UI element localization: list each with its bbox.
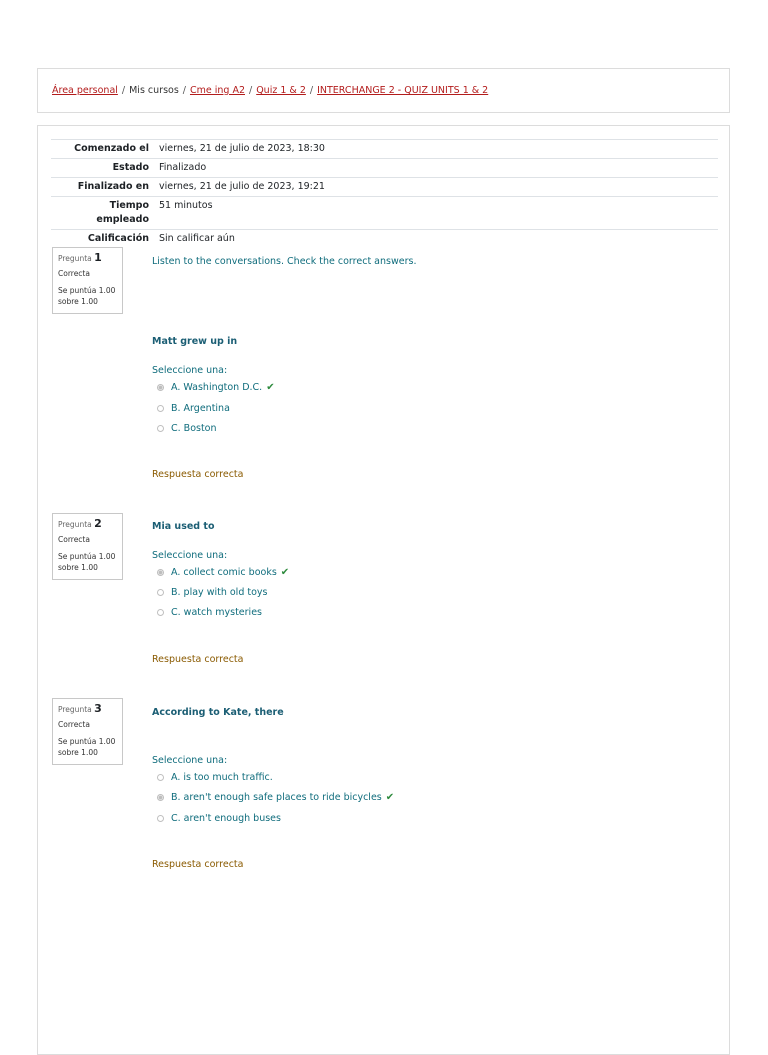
- summary-value: 51 minutos: [159, 200, 213, 211]
- summary-row-grade: [51, 230, 718, 249]
- answer-option[interactable]: [157, 772, 273, 783]
- summary-label: [51, 197, 154, 230]
- summary-label: Finalizado en: [77, 181, 149, 192]
- answer-option-label: C. aren't enough buses: [171, 813, 281, 824]
- question-grade-line1: Se puntúa 1.00: [58, 286, 116, 295]
- summary-label: Estado: [112, 162, 149, 173]
- summary-row-finished: [51, 178, 718, 197]
- summary-row-time-taken: [51, 197, 718, 230]
- question-state: Correcta: [58, 535, 90, 544]
- answer-feedback: Respuesta correcta: [152, 469, 244, 480]
- answer-option-label: B. aren't enough safe places to ride bicycles: [171, 792, 382, 803]
- answer-option-label: C. watch mysteries: [171, 607, 262, 618]
- question-text: According to Kate, there: [152, 707, 284, 718]
- radio-icon[interactable]: [157, 815, 164, 822]
- answer-feedback: Respuesta correcta: [152, 654, 244, 665]
- breadcrumb-my-courses: Mis cursos: [129, 85, 179, 96]
- answer-option[interactable]: [157, 607, 262, 618]
- summary-label-line2: empleado: [96, 214, 149, 225]
- question-number: 1: [94, 251, 102, 264]
- breadcrumb-separator: /: [182, 85, 186, 96]
- question-2-info: [52, 513, 123, 580]
- radio-icon[interactable]: [157, 609, 164, 616]
- question-label: Pregunta: [58, 520, 92, 529]
- answer-option[interactable]: [157, 813, 281, 824]
- breadcrumb-home-link[interactable]: Área personal: [52, 85, 118, 96]
- breadcrumb-separator: /: [249, 85, 253, 96]
- summary-label: Calificación: [87, 233, 149, 244]
- question-grade-line2: sobre 1.00: [58, 563, 98, 572]
- radio-icon[interactable]: [157, 774, 164, 781]
- answer-option[interactable]: [157, 792, 394, 803]
- attempt-summary-table: [51, 139, 718, 248]
- radio-icon[interactable]: [157, 589, 164, 596]
- answer-option[interactable]: [157, 587, 267, 598]
- question-3-info: [52, 698, 123, 765]
- summary-value: Sin calificar aún: [159, 233, 235, 244]
- question-intro: Listen to the conversations. Check the correct answers.: [152, 256, 417, 267]
- check-icon: ✔: [266, 382, 275, 393]
- summary-label-line1: Tiempo: [109, 200, 149, 211]
- question-text: Matt grew up in: [152, 336, 238, 347]
- question-grade-line2: sobre 1.00: [58, 748, 98, 757]
- radio-icon[interactable]: [157, 425, 164, 432]
- breadcrumb-container: [37, 68, 730, 113]
- breadcrumb-quiz-link[interactable]: INTERCHANGE 2 - QUIZ UNITS 1 & 2: [317, 85, 489, 96]
- breadcrumb-section-link[interactable]: Quiz 1 & 2: [256, 85, 306, 96]
- question-label: Pregunta: [58, 254, 92, 263]
- breadcrumb-separator: /: [309, 85, 314, 96]
- answer-option[interactable]: [157, 567, 289, 578]
- answer-prompt: Seleccione una:: [152, 365, 228, 376]
- answer-prompt: Seleccione una:: [152, 755, 228, 766]
- quiz-review-region: [37, 125, 730, 1055]
- breadcrumb-course-link[interactable]: Cme ing A2: [189, 85, 245, 96]
- answer-option-label: A. is too much traffic.: [171, 772, 273, 783]
- summary-value: viernes, 21 de julio de 2023, 18:30: [159, 143, 325, 154]
- answer-feedback: Respuesta correcta: [152, 859, 244, 870]
- answer-option-label: B. Argentina: [171, 403, 230, 414]
- question-label: Pregunta: [58, 705, 92, 714]
- question-number: 3: [94, 702, 102, 715]
- answer-option-label: A. Washington D.C.: [171, 382, 263, 393]
- answer-prompt: Seleccione una:: [152, 550, 228, 561]
- question-state: Correcta: [58, 269, 90, 278]
- check-icon: ✔: [385, 792, 395, 803]
- check-icon: ✔: [280, 567, 290, 578]
- answer-option[interactable]: [157, 382, 275, 393]
- summary-label: Comenzado el: [74, 143, 149, 154]
- summary-row-state: [51, 159, 718, 178]
- answer-option[interactable]: [157, 423, 217, 434]
- radio-icon[interactable]: [157, 569, 164, 576]
- question-state: Correcta: [58, 720, 90, 729]
- question-1-info: [52, 247, 123, 314]
- radio-icon[interactable]: [157, 405, 164, 412]
- question-grade-line2: sobre 1.00: [58, 297, 98, 306]
- summary-row-started: [51, 140, 718, 159]
- breadcrumb: [52, 85, 488, 96]
- radio-icon[interactable]: [157, 794, 164, 801]
- answer-option-label: A. collect comic books: [171, 567, 277, 578]
- question-text: Mia used to: [152, 521, 215, 532]
- summary-value: viernes, 21 de julio de 2023, 19:21: [159, 181, 325, 192]
- radio-icon[interactable]: [157, 384, 164, 391]
- question-grade-line1: Se puntúa 1.00: [58, 737, 116, 746]
- question-grade-line1: Se puntúa 1.00: [58, 552, 116, 561]
- answer-option-label: C. Boston: [171, 423, 217, 434]
- answer-option[interactable]: [157, 403, 230, 414]
- summary-value: Finalizado: [159, 162, 207, 173]
- answer-option-label: B. play with old toys: [171, 587, 268, 598]
- breadcrumb-separator: /: [121, 85, 126, 96]
- question-number: 2: [94, 517, 102, 530]
